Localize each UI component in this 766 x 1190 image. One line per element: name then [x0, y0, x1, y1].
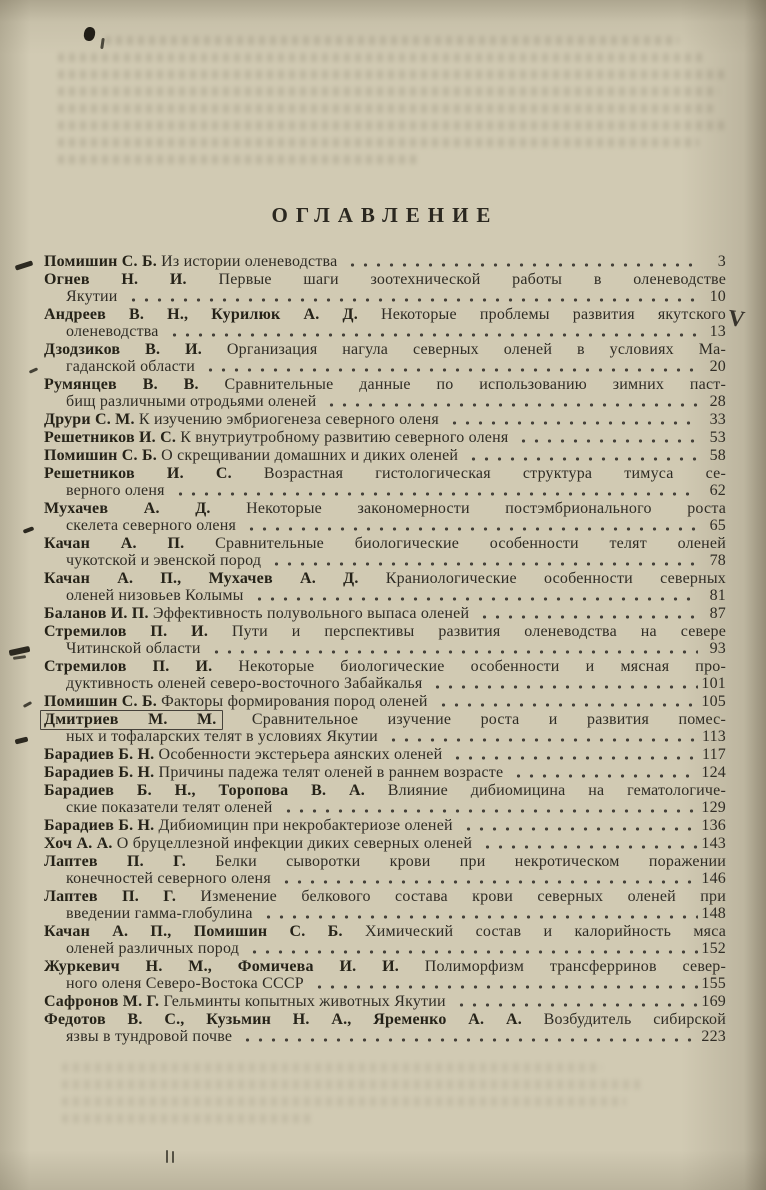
toc-entry [44, 782, 726, 816]
toc-line: Стремилов П. И. Пути и перспективы развития оленеводства на севере [44, 623, 727, 640]
entry-title-text: ных и тофаларских телят в условиях Якутии [66, 728, 378, 745]
margin-pen-mark [15, 260, 34, 270]
toc-line [44, 323, 726, 340]
entry-authors: Федотов В. С., Кузьмин Н. А., Яременко А. А. [44, 1011, 522, 1028]
entry-title-text: гаданской области [66, 358, 195, 375]
dot-leader [280, 799, 698, 816]
page-number: 81 [709, 587, 726, 604]
toc-entry [44, 817, 726, 834]
toc-line [44, 482, 726, 499]
toc-line [44, 253, 726, 270]
toc-entry [44, 447, 726, 464]
entry-title-text: дуктивность оленей северо-восточного Забайкалья [66, 675, 423, 692]
page-number: 28 [709, 393, 726, 410]
dot-leader [268, 552, 698, 569]
page-number: 143 [701, 835, 726, 852]
toc-line: Барадиев Б. Н., Торопова В. А. Влияние дибиомицина на гематологиче- [44, 782, 726, 799]
toc-line [44, 411, 726, 428]
page-number: 62 [709, 482, 726, 499]
entry-title-text: Якутии [66, 288, 118, 305]
entry-title-text: оленеводства [66, 323, 159, 340]
dot-leader [435, 693, 698, 710]
dot-leader [311, 975, 698, 992]
page-number: 13 [709, 323, 726, 340]
toc-line: Румянцев В. В. Сравнительные данные по использованию зимних паст- [44, 376, 726, 393]
toc-entry [44, 958, 726, 992]
toc-entry [44, 465, 726, 499]
toc-line [44, 429, 726, 446]
entry-authors: Дзодзиков В. И. [44, 341, 203, 358]
handwritten-checkmark: V [726, 304, 747, 333]
margin-pen-mark [23, 526, 35, 534]
toc-line [44, 940, 726, 957]
toc-entry [44, 993, 726, 1010]
toc-line [44, 552, 726, 569]
toc-entry [44, 306, 726, 340]
entry-title-text: Читинской области [66, 640, 201, 657]
entry-authors: Решетников И. С. [44, 465, 232, 482]
page-number: 10 [709, 288, 726, 305]
page-number: 65 [709, 517, 726, 534]
bleed-line [58, 70, 726, 79]
entry-title-text: верного оленя [66, 482, 165, 499]
toc-entry [44, 764, 726, 781]
toc-line [44, 605, 726, 622]
dot-leader [429, 675, 698, 692]
toc-entry [44, 253, 726, 270]
toc-entry [44, 376, 726, 410]
entry-authors: Барадиев Б. Н., Торопова В. А. [44, 782, 365, 799]
toc-entry [44, 605, 726, 622]
dot-leader [465, 447, 698, 464]
dot-leader [446, 411, 698, 428]
bleed-line [58, 104, 713, 113]
dot-leader [125, 288, 698, 305]
page-title: ОГЛАВЛЕНИЕ [271, 203, 499, 227]
bottom-pencil-mark [166, 1150, 168, 1163]
dot-leader [243, 517, 698, 534]
page-number: 124 [701, 764, 726, 781]
dot-leader [385, 728, 698, 745]
page-number: 136 [701, 817, 726, 834]
entry-authors: Дмитриев М. М. [40, 710, 223, 730]
margin-pen-mark [23, 701, 32, 708]
entry-authors: Качан А. П., Помишин С. Б. [44, 923, 343, 940]
bleed-line [105, 36, 679, 45]
bleedthrough-text-top [58, 36, 726, 172]
toc-line: Качан А. П. Сравнительные биологические особенности телят оленей [44, 535, 726, 552]
toc-line [44, 870, 726, 887]
entry-title-text: чукотской и эвенской пород [66, 552, 262, 569]
entry-title-text: Хоч А. А. О бруцеллезной инфекции диких северных оленей [44, 835, 473, 852]
toc-entry [44, 429, 726, 446]
toc-line [44, 640, 726, 657]
page-number: 113 [701, 728, 726, 745]
dot-leader [260, 905, 698, 922]
toc-entry [44, 623, 726, 657]
entry-authors: Хоч А. А. [44, 835, 113, 852]
toc-line [44, 905, 726, 922]
bleed-line [62, 1097, 626, 1106]
dot-leader [166, 323, 698, 340]
entry-title-text: введении гамма-глобулина [66, 905, 253, 922]
toc-line [44, 393, 726, 410]
page-number: 105 [701, 693, 726, 710]
page-number: 87 [709, 605, 726, 622]
toc-line [44, 447, 726, 464]
toc-line [44, 675, 726, 692]
page-number: 152 [701, 940, 726, 957]
dot-leader [323, 393, 698, 410]
toc-line [44, 288, 726, 305]
page-number: 93 [709, 640, 726, 657]
toc-line: Журкевич Н. М., Фомичева И. И. Полиморфизм трансферринов север- [44, 958, 727, 975]
toc-line: Решетников И. С. Возрастная гистологическая структура тимуса се- [44, 465, 727, 482]
page-number: 53 [709, 429, 726, 446]
toc-entry [44, 746, 726, 763]
bleed-line [62, 1063, 602, 1072]
toc-entry [44, 853, 726, 887]
toc-line [44, 358, 726, 375]
page-number: 101 [701, 675, 726, 692]
dot-leader [251, 587, 698, 604]
toc-entries [44, 253, 726, 1045]
entry-authors: Баланов И. П. [44, 605, 149, 622]
toc-entry [44, 500, 726, 534]
entry-title-text: Сафронов М. Г. Гельминты копытных животных Якутии [44, 993, 446, 1010]
page-number: 78 [709, 552, 726, 569]
toc-line [44, 764, 726, 781]
entry-title-text: конечностей северного оленя [66, 870, 271, 887]
toc-line [44, 587, 726, 604]
margin-pen-mark [29, 367, 38, 373]
entry-title-text: оленей различных пород [66, 940, 240, 957]
entry-authors: Барадиев Б. Н. [44, 764, 155, 781]
entry-authors: Помишин С. Б. [44, 253, 157, 270]
toc-line: Лаптев П. Г. Белки сыворотки крови при некротическом поражении [44, 853, 726, 870]
toc-line [44, 993, 726, 1010]
page-number: 155 [701, 975, 726, 992]
entry-authors: Помишин С. Б. [44, 693, 157, 710]
entry-authors: Качан А. П., Мухачев А. Д. [44, 570, 359, 587]
toc-line: Качан А. П., Мухачев А. Д. Краниологические особенности северных [44, 570, 727, 587]
margin-pen-mark [15, 737, 29, 745]
page-number: 33 [709, 411, 726, 428]
toc-line [44, 1028, 726, 1045]
entry-authors: Журкевич Н. М., Фомичева И. И. [44, 958, 399, 975]
toc-entry [44, 570, 726, 604]
toc-entry [44, 341, 726, 375]
bleedthrough-text-bottom [62, 1063, 662, 1131]
bleed-line [58, 87, 719, 96]
margin-pen-mark [9, 646, 31, 656]
toc-entry [44, 835, 726, 852]
entry-authors: Помишин С. Б. [44, 447, 157, 464]
entry-title-text: скелета северного оленя [66, 517, 237, 534]
page-number: 146 [701, 870, 726, 887]
entry-title-text: Барадиев Б. Н. Особенности экстерьера аянских оленей [44, 746, 443, 763]
toc-entry [44, 711, 726, 745]
toc-entry [44, 1011, 726, 1045]
entry-authors: Друри С. М. [44, 411, 135, 428]
bleed-line [62, 1080, 644, 1089]
dot-leader [344, 253, 698, 270]
toc-line [44, 799, 726, 816]
entry-title-text: Баланов И. П. Эффективность полувольного выпаса оленей [44, 605, 470, 622]
bleed-line [58, 155, 419, 164]
entry-authors: Стремилов П. И. [44, 623, 209, 640]
page-number: 129 [701, 799, 726, 816]
toc-line: Качан А. П., Помишин С. Б. Химический состав и калорийность мяса [44, 923, 727, 940]
toc-entry [44, 693, 726, 710]
bleed-line [58, 138, 699, 147]
entry-title-text: Друри С. М. К изучению эмбриогенеза северного оленя [44, 411, 439, 428]
toc-entry [44, 535, 726, 569]
page-number: 169 [701, 993, 726, 1010]
toc-line: Стремилов П. И. Некоторые биологические особенности и мясная про- [44, 658, 726, 675]
toc-line [44, 835, 726, 852]
toc-line [44, 517, 726, 534]
dot-leader [476, 605, 698, 622]
toc-entry [44, 923, 726, 957]
entry-title-text: ские показатели телят оленей [66, 799, 273, 816]
toc-content [44, 203, 726, 1046]
dot-leader [278, 870, 698, 887]
entry-title-text: Помишин С. Б. О скрещивании домашних и диких оленей [44, 447, 459, 464]
entry-authors: Румянцев В. В. [44, 376, 199, 393]
dot-leader [246, 940, 698, 957]
entry-title-text: Помишин С. Б. Из истории оленеводства [44, 253, 338, 270]
page-number: 223 [701, 1028, 726, 1045]
page-number: 117 [701, 746, 726, 763]
toc-line [44, 746, 726, 763]
page-number: 58 [709, 447, 726, 464]
toc-line: Мухачев А. Д. Некоторые закономерности постэмбрионального роста [44, 500, 727, 517]
dot-leader [510, 764, 698, 781]
entry-authors: Стремилов П. И. [44, 658, 213, 675]
entry-authors: Лаптев П. Г. [44, 853, 186, 870]
page-number: 20 [709, 358, 726, 375]
dot-leader [453, 993, 698, 1010]
entry-title-text: Барадиев Б. Н. Дибиомицин при некробактериозе оленей [44, 817, 453, 834]
toc-line [44, 693, 726, 710]
bottom-pencil-mark [172, 1151, 174, 1163]
entry-authors: Лаптев П. Г. [44, 888, 177, 905]
toc-entry [44, 271, 726, 305]
entry-title-text: бищ различными отродьями оленей [66, 393, 317, 410]
entry-title-text: оленей низовьев Колымы [66, 587, 244, 604]
dot-leader [515, 429, 698, 446]
dot-leader [239, 1028, 698, 1045]
entry-authors: Сафронов М. Г. [44, 993, 160, 1010]
toc-line [44, 975, 726, 992]
entry-authors: Барадиев Б. Н. [44, 817, 155, 834]
dot-leader [202, 358, 698, 375]
toc-entry [44, 888, 726, 922]
bleed-line [58, 53, 706, 62]
toc-line: Андреев В. Н., Курилюк А. Д. Некоторые проблемы развития якутского [44, 306, 726, 323]
entry-authors: Качан А. П. [44, 535, 185, 552]
entry-title-text: Помишин С. Б. Факторы формирования пород оленей [44, 693, 428, 710]
dot-leader [208, 640, 698, 657]
dot-leader [460, 817, 698, 834]
entry-authors: Мухачев А. Д. [44, 500, 211, 517]
bleed-line [62, 1114, 314, 1123]
toc-line: Федотов В. С., Кузьмин Н. А., Яременко А. А. Возбудитель сибирской [44, 1011, 726, 1028]
toc-line [44, 728, 726, 745]
entry-title-text: язвы в тундровой почве [66, 1028, 233, 1045]
dot-leader [479, 835, 698, 852]
toc-line: Огнев Н. И. Первые шаги зоотехнической работы в оленеводстве [44, 271, 726, 288]
toc-line: Лаптев П. Г. Изменение белкового состава крови северных оленей при [44, 888, 726, 905]
entry-title-text: Решетников И. С. К внутриутробному развитию северного оленя [44, 429, 509, 446]
entry-authors: Барадиев Б. Н. [44, 746, 155, 763]
toc-entry [44, 411, 726, 428]
page-number: 3 [717, 253, 726, 270]
bleed-line [58, 121, 726, 130]
dot-leader [449, 746, 698, 763]
entry-authors: Огнев Н. И. [44, 271, 187, 288]
margin-pen-mark [13, 655, 26, 660]
toc-line [44, 817, 726, 834]
entry-title-text: Барадиев Б. Н. Причины падежа телят оленей в раннем возрасте [44, 764, 504, 781]
toc-line: Дмитриев М. М. Сравнительное изучение роста и развития помес- [44, 711, 726, 728]
toc-line: Дзодзиков В. И. Организация нагула северных оленей в условиях Ма- [44, 341, 726, 358]
dot-leader [172, 482, 698, 499]
entry-authors: Решетников И. С. [44, 429, 177, 446]
entry-title-text: ного оленя Северо-Востока СССР [66, 975, 304, 992]
toc-entry [44, 658, 726, 692]
page-number: 148 [701, 905, 726, 922]
entry-authors: Андреев В. Н., Курилюк А. Д. [44, 306, 358, 323]
